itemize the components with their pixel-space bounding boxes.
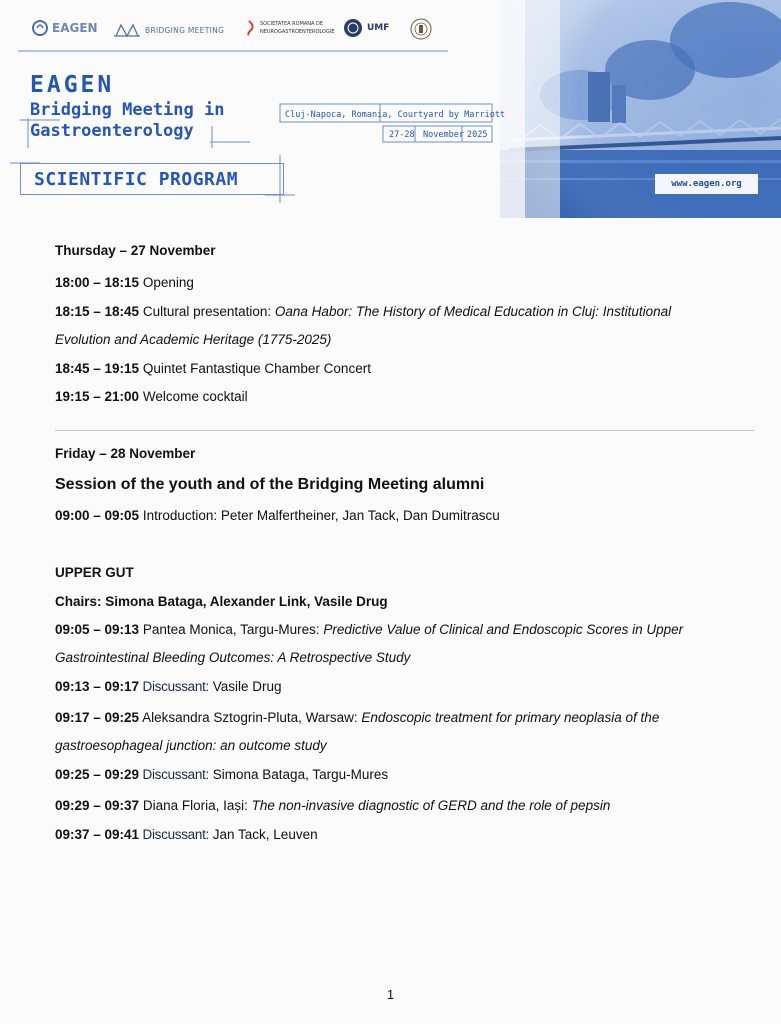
schedule-row: 18:45 – 19:15 Quintet Fantastique Chamber Concert <box>55 361 371 376</box>
session-title: Session of the youth and of the Bridging Meeting alumni <box>55 476 485 493</box>
dates-month: November <box>423 130 464 140</box>
university-crest <box>410 18 432 40</box>
venue-text: Cluj-Napoca, Romania, Courtyard by Marriott <box>285 110 506 120</box>
umf-seal-icon <box>343 18 363 38</box>
schedule-row: 09:13 – 09:17 Discussant: Vasile Drug <box>55 679 282 694</box>
eagen-logo-icon <box>32 18 48 38</box>
umf-logo: UMF <box>343 18 389 38</box>
schedule-row: 09:17 – 09:25 Aleksandra Sztogrin-Pluta, Warsaw: Endoscopic treatment for primary neoplasia of the <box>55 710 660 725</box>
schedule-row: 09:25 – 09:29 Discussant: Simona Bataga, Targu-Mures <box>55 767 389 782</box>
title-line-1: Bridging Meeting in <box>30 100 225 120</box>
title-eagen: EAGEN <box>30 72 115 98</box>
upper-gut-heading: UPPER GUT <box>55 565 134 580</box>
page-number: 1 <box>386 987 395 1002</box>
dates-year: 2025 <box>467 130 488 140</box>
chairs-line: Chairs: Simona Bataga, Alexander Link, Vasile Drug <box>55 594 388 609</box>
title-line-2: Gastroenterology <box>30 121 194 141</box>
bridging-logo: BRIDGING MEETING <box>113 22 224 38</box>
schedule-row: 18:00 – 18:15 Opening <box>55 275 194 290</box>
schedule-row: 09:05 – 09:13 Pantea Monica, Targu-Mures: Predictive Value of Clinical and Endoscopic Scores in Upper <box>55 622 684 637</box>
program-frame-lines <box>10 155 295 203</box>
schedule-row: 09:37 – 09:41 Discussant: Jan Tack, Leuven <box>55 827 318 842</box>
friday-heading: Friday – 28 November <box>55 446 196 461</box>
website-badge[interactable]: www.eagen.org <box>655 174 758 194</box>
schedule-row-continuation: Gastrointestinal Bleeding Outcomes: A Retrospective Study <box>55 650 411 665</box>
page-header <box>0 0 781 222</box>
scientific-program-label: SCIENTIFIC PROGRAM <box>34 169 239 190</box>
schedule-row-continuation: Evolution and Academic Heritage (1775-2025) <box>55 332 332 347</box>
schedule-row: 19:15 – 21:00 Welcome cocktail <box>55 389 248 404</box>
eagen-logo: EAGEN <box>32 18 98 38</box>
schedule-row: 09:29 – 09:37 Diana Floria, Iași: The non-invasive diagnostic of GERD and the role of pepsin <box>55 798 611 813</box>
srng-logo-icon <box>242 20 256 36</box>
dates-days: 27-28 <box>389 130 415 140</box>
srng-logo: SOCIETATEA ROMANA DE NEUROGASTROENTEROLOGIE <box>242 20 334 36</box>
bridge-logo-icon <box>113 22 141 38</box>
schedule-row: 18:15 – 18:45 Cultural presentation: Oana Habor: The History of Medical Education in Cluj: Institutional <box>55 304 672 319</box>
crest-icon <box>410 18 432 40</box>
day-separator <box>55 430 754 431</box>
schedule-row-continuation: gastroesophageal junction: an outcome study <box>55 738 327 753</box>
thursday-heading: Thursday – 27 November <box>55 243 216 258</box>
title-frame-lines <box>20 118 250 148</box>
venue-frame <box>275 98 500 148</box>
schedule-row: 09:00 – 09:05 Introduction: Peter Malfertheiner, Jan Tack, Dan Dumitrascu <box>55 508 500 523</box>
logo-strip <box>18 14 448 54</box>
